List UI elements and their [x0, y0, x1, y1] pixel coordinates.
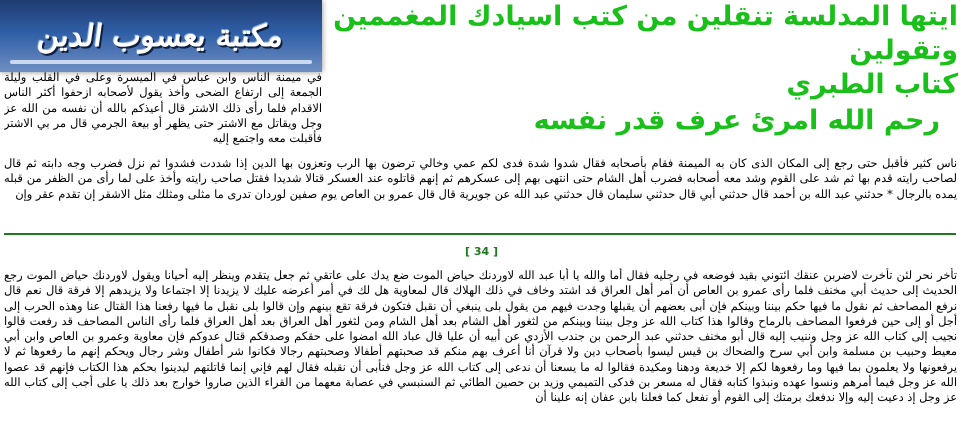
site-logo[interactable] — [0, 0, 322, 72]
page-number: [ 34 ] — [464, 245, 499, 258]
headline — [328, 0, 958, 136]
headline-line-1: ايتها المدلسة تنقلين من كتب اسيادك المغممين وتقولين — [333, 1, 958, 66]
logo-text: مكتبة يعسوب الدين — [35, 18, 287, 54]
page-divider — [4, 233, 956, 235]
paragraph-top: ناس كثير فأقبل حتى رجع إلى المكان الذى كان به الميمنة فقام بأصحابه فقال شدوا شدة فدى لكم عمي وخالي ترضون بها الرب وتعزون بها الدين إذا شددت فشدوا ثم نزل فضرب وجه دابته ثم قال لصاحب رايته قدم بها ثم شد على القوم وشد معه أصحابه فضرب أهل الشام حتى انتهى بهم إلى عسكرهم ثم إنهم قاتلوه عند العسكر قتالا شديدا فقتل صاحب رايته وأخذ على لما رأى من الظفر من قبله يمده بالرجال * حدثني عبد الله بن أحمد قال حدثني أبي قال حدثني سليمان قال حدثني عبد الله عن جويرية قال قال عمرو بن العاص يوم صفين لوردان تدرى ما مثلى ومثلك مثل الاشقر إن تقدم عقر وإن — [4, 156, 957, 201]
paragraph-top-left: في ميمنة الناس وابن عباس في الميسرة وعلى في القلب وليلة الجمعة إلى ارتفاع الضحى وأخذ يقول لأصحابه ازحفوا أكثر الناس الاقدام فلما رأى ذلك الاشتر قال أعيذكم بالله أن نفسه من الله عز وجل ويقاتل مع الاشتر حتى يظهر أو بيعة الجرمي قال مر بي الاشتر فأقبلت معه واجتمع إليه — [4, 70, 322, 146]
logo-underline — [10, 60, 312, 64]
paragraph-body: تأخر نحر لئن تأخرت لاضربن عنقك ائتوني بقيد فوضعه في رجليه فقال أما والله يا أبا عبد الله لاوردنك حياض الموت ضع يدك على عاتقي ثم جعل يتقدم وينظر إليه أحيانا ويقول لاوردنك حياض الموت رجع الحديث إلى حديث أبي مخنف فلما رأى عمرو بن العاص أن أمر أهل العراق قد اشتد وخاف في ذلك الهلاك قال لمعاوية هل لك في أمر أعرضه عليك لا يزيدنا إلا اجتماعا ولا يزيدهم إلا فرقة قال نعم قال نرفع المصاحف ثم نقول ما فيها حكم بيننا وبينكم فإن أبى بعضهم أن يقبلها وجدت فيهم من يقول بلى ينبغي أن نقبل فتكون فرقة تقع بينهم وإن قالوا بلى نقبل ما فيها رفعنا هذا القتال عنا وهذه الحرب إلى أجل أو إلى حين فرفعوا المصاحف بالرماح وقالوا هذا كتاب الله عز وجل بيننا وبينكم من لثغور أهل الشام بعد أهل الشام ومن لثغور أهل العراق بعد أهل العراق فلما رأى الناس المصاحف قد رفعت قالوا نجيب إلى كتاب الله عز وجل وننيب إليه قال أبو مخنف حدثني عبد الرحمن بن جندب الأزدي عن أبيه أن عليا قال عباد الله امضوا على حقكم وصدقكم قتال عدوكم فإن معاوية وعمرو بن العاص وابن أبي معيط وحبيب بن مسلمة وابن أبي سرح والضحاك بن قيس ليسوا بأصحاب دين ولا قرآن أنا أعرف بهم منكم قد صحبتهم أطفالا وصحبتهم رجالا فكانوا شر أطفال وشر رجال ويحكم إنهم ما رفعوها ثم لا يرفعونها ولا يعلمون بما فيها وما رفعوها لكم إلا خديعة ودهنا ومكيدة فقالوا له ما يسعنا أن ندعى إلى كتاب الله عز وجل فنأبى أن نقبله فقال لهم فإني إنما قاتلتهم ليدينوا بحكم هذا الكتاب فإنهم قد عصوا الله عز وجل فيما أمرهم ونسوا عهده ونبذوا كتابه فقال له مسعر بن فدكى التميمي وزيد بن حصين الطائي ثم السنبسي في عصابة معهما من القراء الذين صاروا خوارج بعد ذلك يا على أجب إلى كتاب الله عز وجل إذ دعيت إليه وإلا ندفعك برمتك إلى القوم أو نفعل كما فعلنا بابن عفان إنه علينا أن — [4, 268, 957, 405]
headline-line-3: رحم الله امرئ عرف قدر نفسه — [533, 105, 940, 136]
headline-line-2: كتاب الطبري — [786, 69, 958, 100]
